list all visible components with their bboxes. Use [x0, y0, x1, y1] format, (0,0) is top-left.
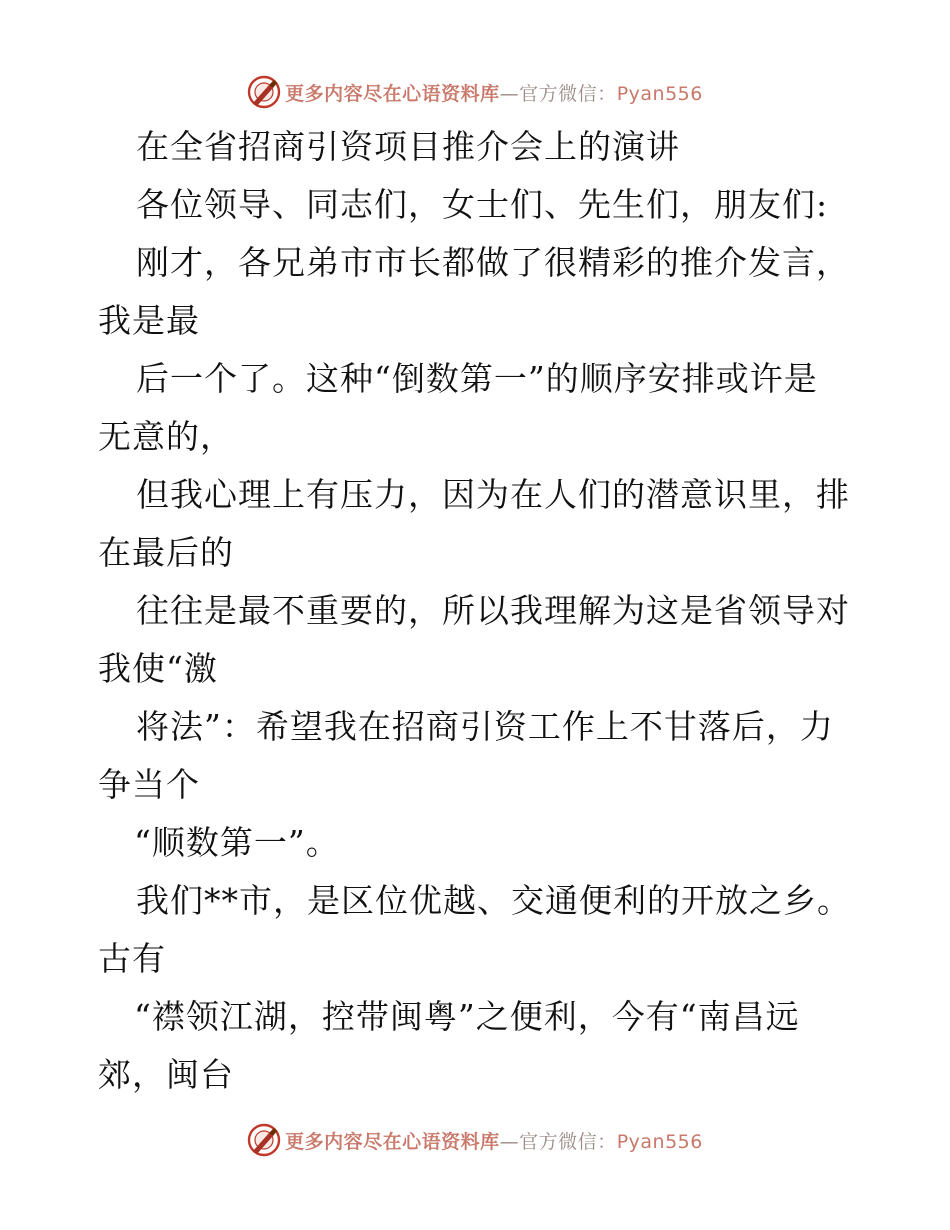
watermark-wechat-label: 官方微信： — [519, 82, 617, 105]
text-line: 刚才，各兄弟市市长都做了很精彩的推介发言， — [136, 243, 850, 282]
pen-logo-icon — [247, 75, 281, 109]
watermark-text — [285, 1127, 703, 1154]
watermark-wechat-label: 官方微信： — [519, 1130, 617, 1153]
watermark-banner-bottom — [0, 1120, 950, 1160]
text-line: “顺数第一”。 — [134, 823, 340, 862]
watermark-text — [285, 79, 703, 106]
text-line: 无意的， — [98, 417, 234, 456]
watermark-wechat-id: Pyan556 — [616, 82, 703, 105]
text-line: 但我心理上有压力，因为在人们的潜意识里，排 — [136, 475, 850, 514]
text-line: 我使“激 — [98, 649, 218, 688]
watermark-brand: 更多内容尽在心语资料库 — [285, 82, 500, 105]
text-line: 后一个了。这种“倒数第一”的顺序安排或许是 — [136, 359, 818, 398]
watermark-brand: 更多内容尽在心语资料库 — [285, 1130, 500, 1153]
text-line: 古有 — [98, 939, 166, 978]
watermark-banner-top — [0, 72, 950, 112]
text-line: 争当个 — [98, 765, 200, 804]
watermark-wechat-id: Pyan556 — [616, 1130, 703, 1153]
text-line: 各位领导、同志们，女士们、先生们，朋友们: — [136, 185, 829, 224]
document-body — [98, 118, 858, 1104]
watermark-separator: — — [499, 82, 520, 105]
text-line: 将法”：希望我在招商引资工作上不甘落后，力 — [136, 707, 834, 746]
text-line: 在最后的 — [98, 533, 234, 572]
text-line: 我是最 — [98, 301, 200, 340]
watermark-separator: — — [499, 1130, 520, 1153]
text-line: 往往是最不重要的，所以我理解为这是省领导对 — [136, 591, 850, 630]
text-line: 郊，闽台 — [98, 1055, 234, 1094]
text-line: “襟领江湖，控带闽粤”之便利，今有“南昌远 — [134, 997, 800, 1036]
pen-logo-icon — [247, 1123, 281, 1157]
document-title: 在全省招商引资项目推介会上的演讲 — [136, 127, 680, 166]
text-line: 我们**市，是区位优越、交通便利的开放之乡。 — [136, 881, 851, 920]
